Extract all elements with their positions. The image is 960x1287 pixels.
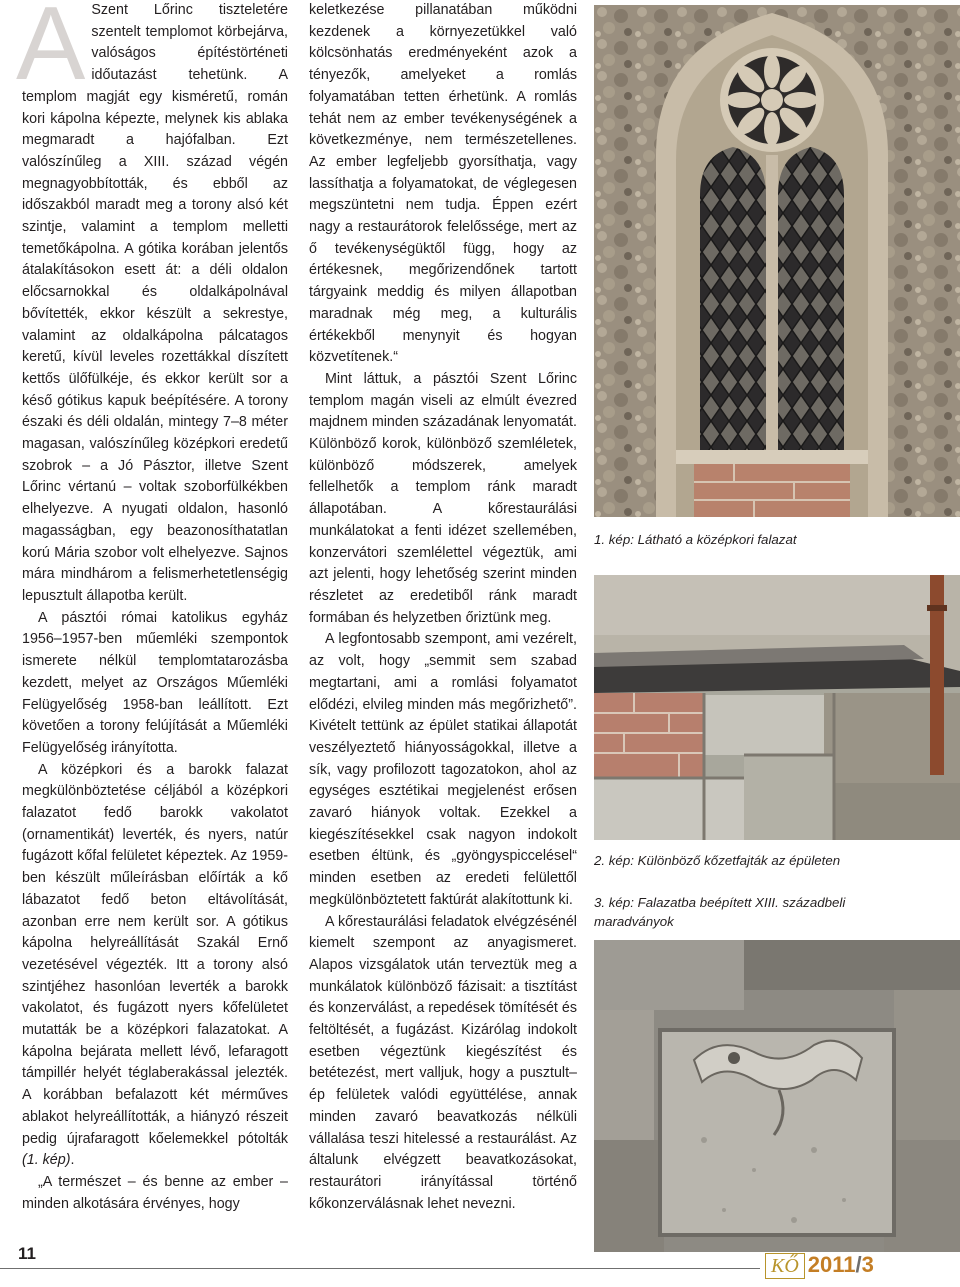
issue-year: 2011 (807, 1252, 856, 1277)
text-column-1 (16, 0, 288, 1215)
paragraph: A pásztói római katolikus egyház 1956–1957-ben műemléki szempontok ismerete nélkül templomtatarozásba kezdett, melyet az Országos Műemléki Felügyelőség 1958-ban leállított. Ezt követően a torony felújítását a Műemléki Felügyelőség irányította. (22, 609, 288, 756)
paragraph: „A természet – és benne az ember – minden alkotására érvényes, hogy (22, 1173, 288, 1212)
magazine-brand (765, 1252, 957, 1282)
wall-corner-photo (594, 575, 960, 840)
page-number: 11 (18, 1244, 36, 1263)
carved-stone-photo (594, 940, 960, 1252)
paragraph: A legfontosabb szempont, ami vezérelt, az volt, hogy „semmit sem szabad megtartani, ami a romlási folyamatot elődézi, elvileg minden más megőrizhető”. Kivételt tettünk az épület statikai állapotát veszélyeztető hiányosságokkal, illetve a sík, vagy profilozott tagozatokon, ahol az egységes esztétikai megjelenést erősen zavaró hiányok voltak. Ezekkel a kiegészítésekkel csak nagyon indokolt esetben éltünk, és „gyöngyspiccelésel“ minden esetben az eredeti felülettől megkülönböztetett faktúrát alakítottunk ki. (309, 631, 577, 908)
footer-rule (0, 1268, 760, 1269)
photo-caption-3: 3. kép: Falazatba beépített XIII. századbeli maradványok (594, 895, 846, 929)
image-reference: (1. kép) (22, 1152, 71, 1169)
paragraph: A kőrestaurálási feladatok elvégzésénél kiemelt szempont az anyagismeret. Alapos vizsgálatok után terveztük meg a munkálatok különböző fázisait: a tisztítást és konzerválást, a repedések tömítését és feltöltését, a fugázást. Kizárólag indokolt esetben végeztünk kiegészítést és betétezést, mert valljuk, hogy a pusztult–ép felületek valódi együttélése, annak minden zavaró beavatkozás nélküli vállalása teszi hitelessé a restaurálást. Az általunk elvégzett beavatkozásokat, restaurátori irányítással történő kőkonzerválásnak lehet nevezni. (309, 913, 577, 1212)
intro-paragraph (16, 0, 288, 608)
drop-cap: A (16, 0, 86, 102)
photo-caption-2: 2. kép: Különböző kőzetfajták az épületen (594, 853, 841, 868)
paragraph (22, 760, 288, 1172)
magazine-logo: KŐ (765, 1253, 805, 1279)
gothic-window-photo (594, 5, 960, 517)
photo-caption-1: 1. kép: Látható a középkori falazat (594, 532, 797, 547)
paragraph-text-end: . (70, 1152, 75, 1169)
issue-number: 3 (861, 1252, 874, 1277)
paragraph: Mint láttuk, a pásztói Szent Lőrinc templom magán viseli az elmúlt évezred majdnem minden századának lenyomatát. Különböző korok, különböző szemléletek, különböző módszerek, amelyek fellelhetők a templom ránk maradt állapotában. A kőrestaurálási munkálatokat a fenti idézet szellemében, konzervátori szemlélettel végeztük, ami azt jelenti, hogy lehetőség szerint minden részletet az eredetiből ránk maradt formában és helyzetben őriztünk meg. (309, 370, 577, 626)
issue-separator: / (855, 1252, 862, 1277)
paragraph: keletkezése pillanatában működni kezdenek a környezetükkel való kölcsönhatás eredményeként azok a tényezők, amelyeket a romlás folyamatában tetten érhetünk. A romlás tehát nem az ember tevékenységének a következménye, nem természetellenes. Az ember legfeljebb gyorsíthatja, vagy lassíthatja a folyamatokat, de véglegesen megszüntetni nem tudja. Éppen ezért nagy a restaurátorok felelőssége, mert az ő tevékenységüktől függ, hogy az értékesnek, megőrizendőnek tartott tárgyaink meddig és milyen állapotban maradnak még meg, a kulturális értékekből menynyit és hogyan közvetítenek.“ (309, 2, 577, 366)
paragraph-text: A középkori és a barokk falazat megkülönböztetése céljából a középkori falazatot fedő barokk vakolatot (ornamentikát) leverték, és nyers, natúr fugázott kőfal felületet képeztek. Az 1959-ben készült műleírásban előírták a kő lábazatot fedő beton eltávolítását, azonban erre nem került sor. A gótikus kápolna helyreállítását Szakál Ernő vezetésével végezték. Itt a torony alsó szintjéhez hasonlóan leverték a barokk vakolatot, és fugázott nyers kőfelületet mutatták be a középkori falazatokat. A kápolna bejárata mellett lévő, lefaragott támpillér helyét téglaberakással jelezték. A korábban befalazott két mérműves ablakot helyreállították, a hiányzó részeit pedig újrafaragott kőelemekkel pótolták (22, 761, 288, 1147)
text-column-2 (309, 0, 577, 1215)
paragraph: Szent Lőrinc tiszteletére szentelt templomot körbejárva, valóságos építéstörténeti időutazást tehetünk. A templom magját egy kisméretű, román kori kápolna képezte, melynek kis ablaka megmaradt a hajófalban. Ezt valószínűleg a XIII. század végén megnagyobbították, és ebből az időszakból maradt meg a torony alsó két szintje, valamint a templom melletti temetőkápolna. A gótika korában jelentős átalakításokon esett át: a déli oldalon előcsarnokkal és oldalkápolnával bővítették, ekkor készült a sekrestye, valamint az oldalkápolna pálcatagos keretű, kívül leveles rozettákkal díszített kettős ülőfülkéje, és ekkor került sor a késő gótikus kapuk beépítésére. A torony északi és déli oldalán, mintegy 7–8 méter magasan, valószínűleg középkori eredetű szobrok – a Jó Pásztor, illetve Szent Lőrinc vértanú – voltak szoborfülkékben elhelyezve. A nyugati oldalon, hasonló magasságban, egy beazonosíthatatlan korú Mária szobor volt elhelyezve. Sajnos mára mindhárom a felismerhetetlenségig lepusztult állapotba került. (22, 2, 288, 604)
